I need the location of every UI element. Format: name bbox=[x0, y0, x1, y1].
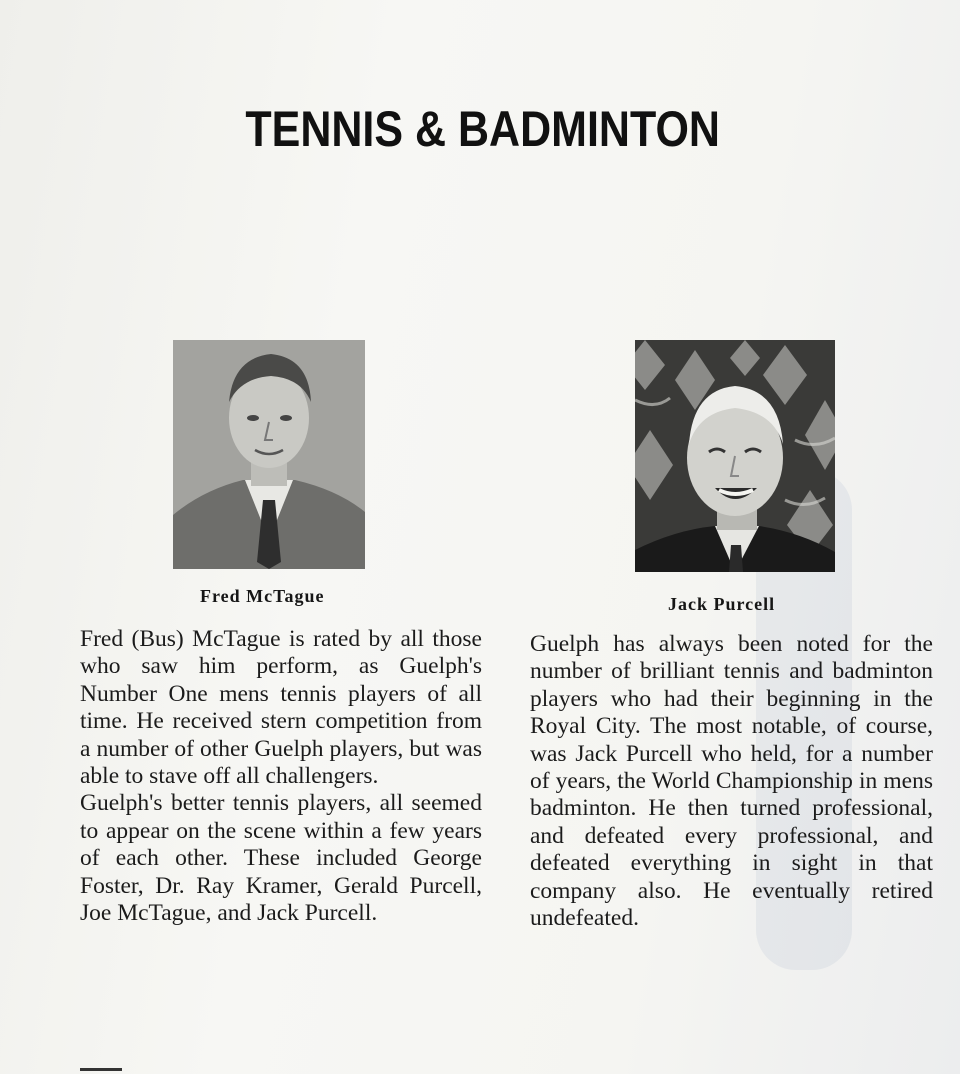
footer-rule bbox=[80, 1068, 122, 1071]
caption-jack-purcell: Jack Purcell bbox=[668, 594, 776, 614]
left-column-text bbox=[80, 626, 482, 927]
paragraph: Guelph has always been noted for the number of brilliant tennis and badminton players who had their beginning in the Royal City. The most notable, of course, was Jack Purcell who held, for a number of years, the World Championship in mens badminton. He then turned professional, and defeated every professional, and defeated everything in sight in that company also. He eventually retired undefeated. bbox=[530, 631, 933, 932]
paragraph: Fred (Bus) McTague is rated by all those who saw him perform, as Guelph's Number One mens tennis players of all time. He received stern competition from a number of other Guelph players, but was able to stave off all challengers. bbox=[80, 626, 482, 790]
portrait-photo-fred-mctague bbox=[173, 340, 365, 569]
caption-fred-mctague: Fred McTague bbox=[200, 586, 325, 606]
paragraph: Guelph's better tennis players, all seemed to appear on the scene within a few years of each other. These included George Foster, Dr. Ray Kramer, Gerald Purcell, Joe McTague, and Jack Purcell. bbox=[80, 790, 482, 927]
portrait-photo-jack-purcell bbox=[635, 340, 835, 572]
page-title: TENNIS & BADMINTON bbox=[245, 100, 720, 157]
right-column-text bbox=[530, 631, 933, 932]
